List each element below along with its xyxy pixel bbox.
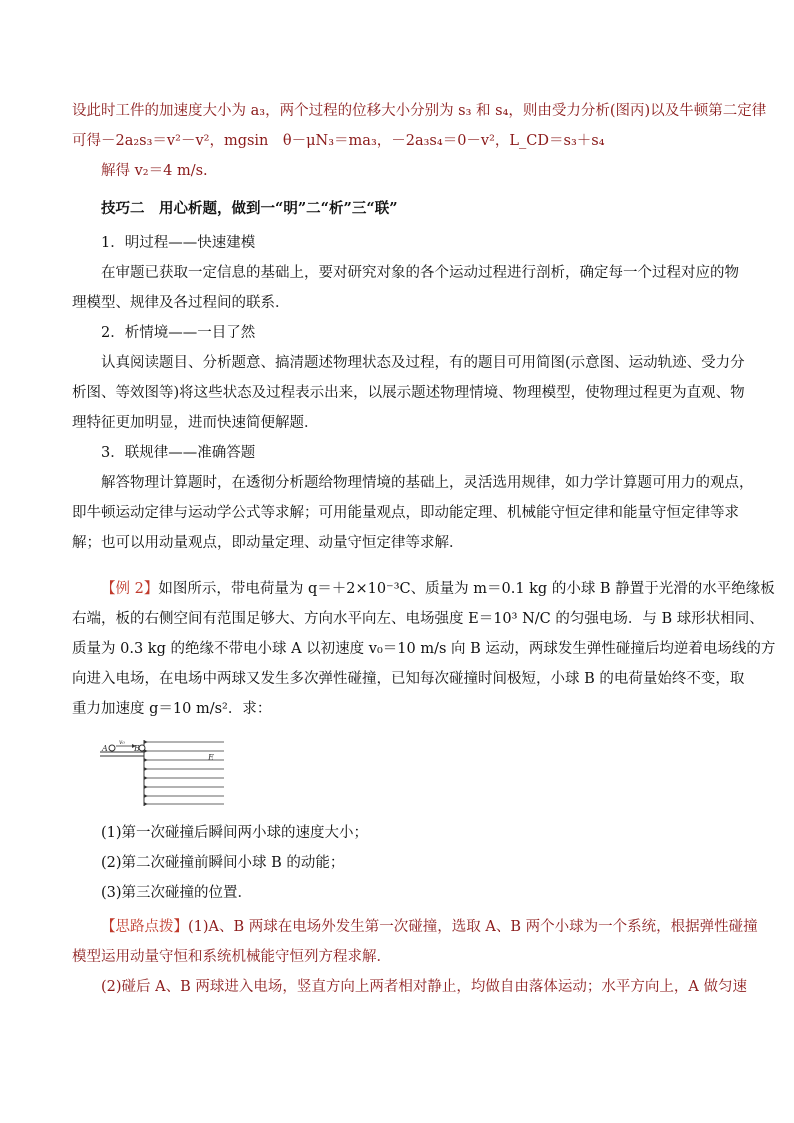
label-a: A	[102, 744, 108, 753]
ball-b	[139, 745, 145, 751]
text-line: 解答物理计算题时，在透彻分析题给物理情境的基础上，灵活选用规律，如力学计算题可用力的观点，	[101, 475, 754, 491]
text-line: 解；也可以用动量观点，即动量定理、动量守恒定律等求解．	[72, 535, 464, 551]
text-line: 向进入电场，在电场中两球又发生多次弹性碰撞，已知每次碰撞时间极短，小球 B 的电荷量始终不变，取	[72, 671, 745, 687]
label-v0: v₀	[119, 739, 125, 746]
text-line: 在审题已获取一定信息的基础上，要对研究对象的各个运动过程进行剖析，确定每一个过程对应的物	[101, 265, 739, 281]
example-text: 如图所示，带电荷量为 q＝＋2×10⁻³C、质量为 m＝0.1 kg 的小球 B 静置于光滑的水平绝缘板	[158, 581, 775, 597]
question-2: (2)第二次碰撞前瞬间小球 B 的动能；	[101, 855, 345, 871]
question-1: (1)第一次碰撞后瞬间两小球的速度大小；	[101, 825, 369, 841]
hint-line	[72, 912, 758, 942]
text-line: 即牛顿运动定律与运动学公式等求解；可用能量观点，即动能定理、机械能守恒定律和能量守恒定律等求	[72, 505, 739, 521]
ball-a	[109, 745, 115, 751]
text-line: 认真阅读题目、分析题意、搞清题述物理状态及过程，有的题目可用简图(示意图、运动轨迹、受力分	[101, 355, 745, 371]
text-line: 右端，板的右侧空间有范围足够大、方向水平向左、电场强度 E＝10³ N/C 的匀强电场．与 B 球形状相同、	[72, 611, 764, 627]
subsection-title: 3．联规律——准确答题	[101, 445, 256, 461]
example-tag: 【例 2】	[101, 581, 159, 597]
hint-tag: 【思路点拨】	[101, 919, 188, 935]
text-line: 设此时工件的加速度大小为 a₃，两个过程的位移大小分别为 s₃ 和 s₄，则由受力分析(图丙)以及牛顿第二定律	[72, 103, 767, 119]
text-line: 质量为 0.3 kg 的绝缘不带电小球 A 以初速度 v₀＝10 m/s 向 B 运动，两球发生弹性碰撞后均逆着电场线的方	[72, 641, 776, 657]
section-heading: 技巧二 用心析题，做到一“明”二“析”三“联”	[101, 200, 398, 217]
hint-text: (1)A、B 两球在电场外发生第一次碰撞，选取 A、B 两个小球为一个系统，根据弹性碰撞	[188, 919, 758, 935]
label-e: E	[208, 753, 214, 762]
text-line: (2)碰后 A、B 两球进入电场，竖直方向上两者相对静止，均做自由落体运动；水平方向上，A 做匀速	[101, 979, 747, 995]
text-line: 模型运用动量守恒和系统机械能守恒列方程求解．	[72, 949, 391, 965]
subsection-title: 2．析情境——一目了然	[101, 325, 256, 341]
text-line: 可得－2a₂s₃＝v²－v²，mgsin θ－μN₃＝ma₃，－2a₃s₄＝0－v²，L_CD＝s₃＋s₄	[72, 133, 605, 149]
text-line: 理特征更加明显，进而快速简便解题．	[72, 415, 319, 431]
question-3: (3)第三次碰撞的位置．	[101, 885, 253, 901]
text-line: 理模型、规律及各过程间的联系．	[72, 295, 290, 311]
subsection-title: 1．明过程——快速建模	[101, 235, 256, 251]
text-line: 析图、等效图等)将这些状态及过程表示出来，以展示题述物理情境、物理模型，使物理过程更为直观、物	[72, 385, 745, 401]
text-line: 解得 v₂＝4 m/s.	[101, 163, 208, 179]
example-line	[72, 574, 775, 604]
text-line: 重力加速度 g＝10 m/s²．求：	[72, 701, 272, 717]
label-b: B	[134, 744, 140, 753]
electric-field-figure	[100, 738, 230, 808]
